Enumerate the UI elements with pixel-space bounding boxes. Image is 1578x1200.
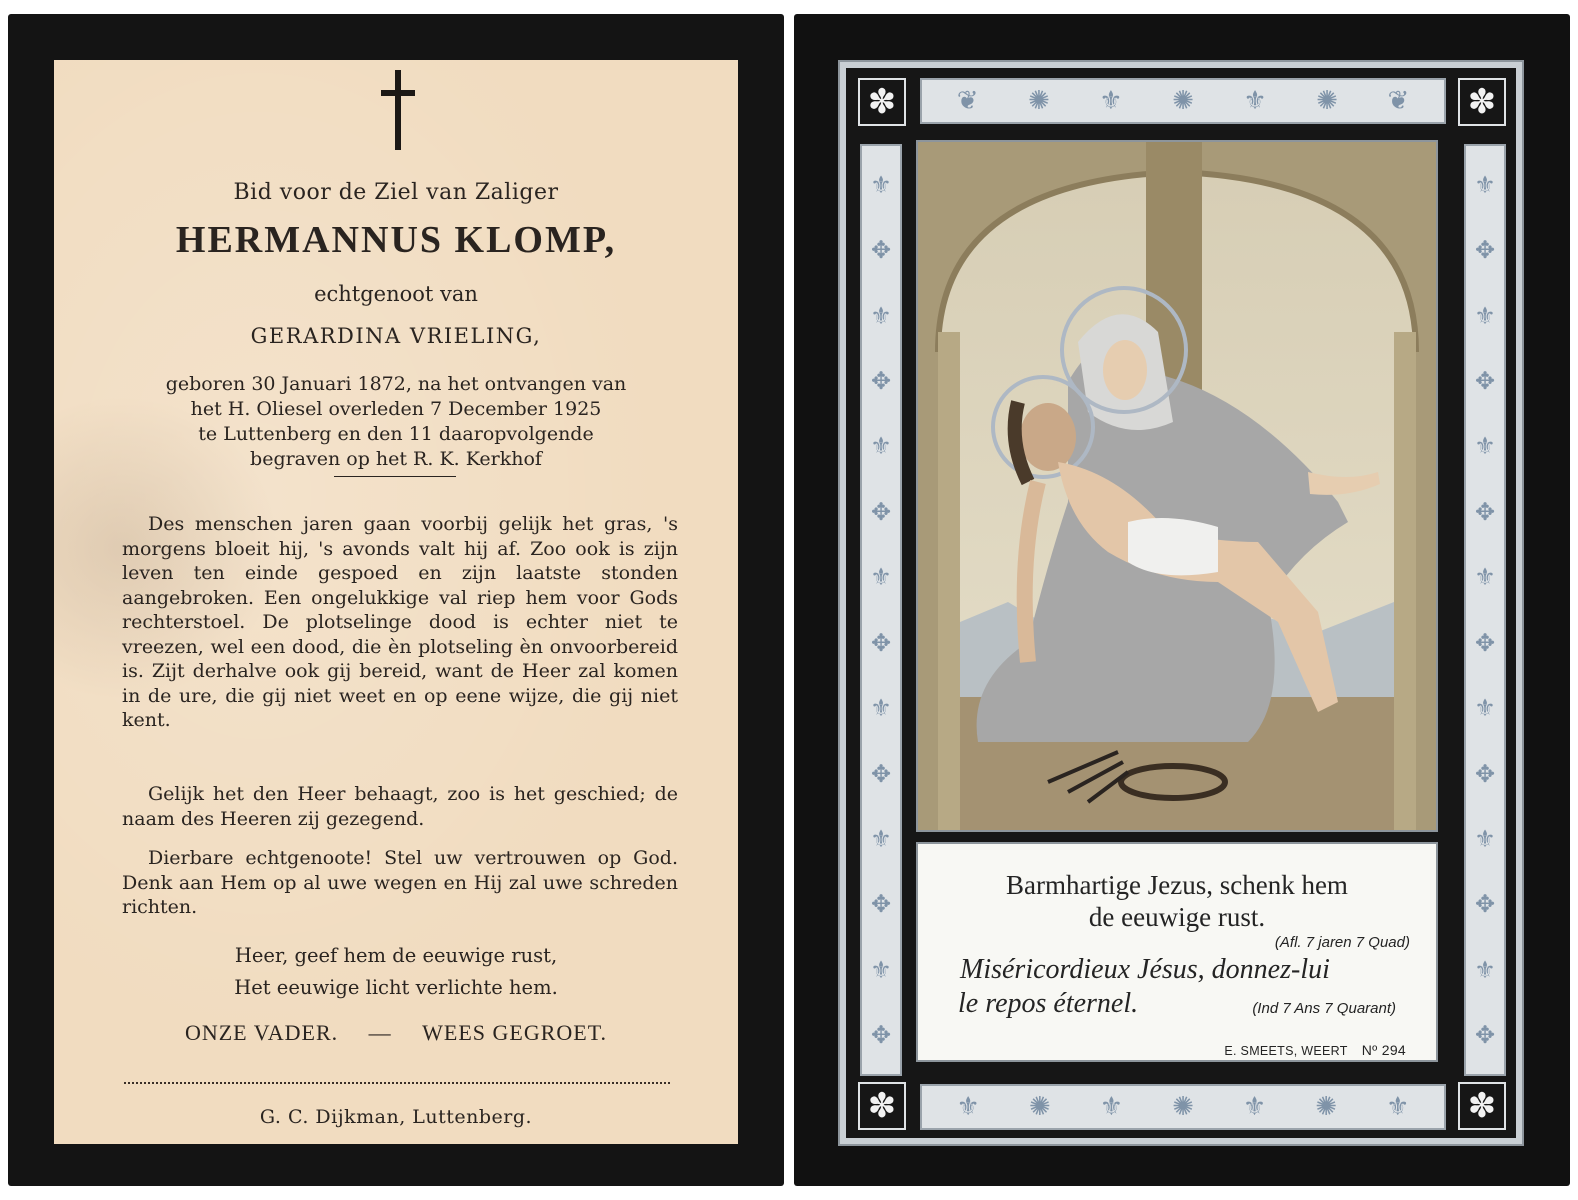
fleur-ornament-icon: ⚜: [870, 432, 892, 461]
scroll-ornament-icon: ❦: [1387, 86, 1410, 116]
dash-separator: —: [368, 1020, 392, 1045]
caption-box: [916, 842, 1438, 1062]
bio-line: het H. Oliesel overleden 7 December 1925: [190, 398, 602, 420]
bio-line: te Luttenberg en den 11 daaropvolgende: [198, 423, 594, 445]
prayer-line: Het eeuwige licht verlichte hem.: [234, 976, 558, 999]
star-ornament-icon: ✥: [1474, 366, 1496, 395]
fleur-ornament-icon: ⚜: [870, 694, 892, 723]
star-ornament-icon: ✥: [870, 759, 892, 788]
paragraph-3: Dierbare echtgenoote! Stel uw vertrouwen op God. Denk aan Hem op al uwe wegen en Hij zal uwe schreden richten.: [122, 847, 678, 918]
pieta-image: [916, 140, 1438, 832]
biography: [114, 372, 678, 472]
star-ornament-icon: ✥: [870, 1021, 892, 1050]
fleur-ornament-icon: ⚜: [1386, 1092, 1410, 1122]
rosette-ornament-icon: ✺: [1028, 86, 1050, 116]
fleur-ornament-icon: ⚜: [1474, 824, 1496, 853]
rosette-ornament-icon: ✺: [1172, 1092, 1194, 1122]
prayer: [54, 940, 738, 1004]
indulgence-dutch: (Afl. 7 jaren 7 Quad): [1274, 934, 1410, 951]
star-ornament-icon: ✥: [870, 497, 892, 526]
rosette-ornament-icon: ✺: [1028, 1092, 1051, 1122]
spouse-label: echtgenoot van: [314, 282, 478, 306]
caption-dutch-line-2: de eeuwige rust.: [1088, 902, 1266, 932]
corner-flower-icon: ✽: [858, 78, 906, 126]
rosette-ornament-icon: ✺: [1172, 86, 1194, 116]
fleur-ornament-icon: ⚜: [1243, 86, 1267, 116]
star-ornament-icon: ✥: [1474, 497, 1496, 526]
rosette-ornament-icon: ✺: [1316, 86, 1338, 116]
card-paper: [54, 60, 738, 1144]
bottom-border-band: [920, 1084, 1446, 1130]
bio-line: geboren 30 Januari 1872, na het ontvangen van: [165, 373, 627, 395]
corner-flower-icon: ✽: [1458, 78, 1506, 126]
memorial-card-image-side: [794, 14, 1570, 1186]
fleur-ornament-icon: ⚜: [1474, 170, 1496, 199]
corner-flower-icon: ✽: [1458, 1082, 1506, 1130]
fleur-ornament-icon: ⚜: [870, 955, 892, 984]
fleur-ornament-icon: ⚜: [1474, 432, 1496, 461]
caption-dutch-line-1: Barmhartige Jezus, schenk hem: [1006, 870, 1348, 900]
fleur-ornament-icon: ⚜: [870, 170, 892, 199]
printer-credit: G. C. Dijkman, Luttenberg.: [259, 1106, 533, 1128]
scroll-ornament-icon: ❦: [956, 86, 979, 116]
intro-text: Bid voor de Ziel van Zaliger: [233, 180, 559, 205]
star-ornament-icon: ✥: [870, 236, 892, 265]
caption-french-line-1: Miséricordieux Jésus, donnez-lui: [960, 954, 1330, 985]
indulgence-french: (Ind 7 Ans 7 Quarant): [1252, 1000, 1396, 1017]
fleur-ornament-icon: ⚜: [1474, 694, 1496, 723]
star-ornament-icon: ✥: [870, 628, 892, 657]
paragraph-2: Gelijk het den Heer behaagt, zoo is het geschied; de naam des Heeren zij gezegend.: [122, 783, 678, 830]
publisher-line: [1224, 1042, 1406, 1058]
star-ornament-icon: ✥: [1474, 628, 1496, 657]
star-ornament-icon: ✥: [870, 366, 892, 395]
caption-french-line-2: le repos éternel.: [958, 988, 1139, 1019]
bio-line: begraven op het R. K. Kerkhof: [250, 448, 542, 470]
right-border-band: [1464, 144, 1506, 1076]
closing-prayers: [54, 1020, 738, 1046]
fleur-ornament-icon: ⚜: [1242, 1092, 1267, 1122]
fleur-ornament-icon: ⚜: [870, 824, 892, 853]
star-ornament-icon: ✥: [1474, 890, 1496, 919]
publisher-name: E. SMEETS, WEERT: [1224, 1044, 1348, 1058]
prayer-line: Heer, geef hem de eeuwige rust,: [234, 944, 558, 967]
our-father: ONZE VADER.: [184, 1020, 339, 1045]
fleur-ornament-icon: ⚜: [1474, 563, 1496, 592]
memorial-card-text-side: [8, 14, 784, 1186]
spouse-name: GERARDINA VRIELING,: [250, 324, 542, 348]
corner-flower-icon: ✽: [858, 1082, 906, 1130]
fleur-ornament-icon: ⚜: [956, 1092, 980, 1122]
hail-mary: WEES GEGROET.: [422, 1020, 608, 1045]
fleur-ornament-icon: ⚜: [870, 563, 892, 592]
star-ornament-icon: ✥: [1474, 1021, 1496, 1050]
paragraph-1: Des menschen jaren gaan voorbij gelijk het gras, 's morgens bloeit hij, 's avonds valt hij af. Zoo ook is zijn leven ten einde gespoed en zijn laatste stonden aangebroken. Een ongelukkige val riep hem voor Gods rechterstoel. De plotselinge dood is echter niet te vreezen, wel een dood, die èn plotseling èn onvoorbereid is. Zijt derhalve ook gij bereid, want de Heer zal komen in de ure, die gij niet weet en op eene wijze, die gij niet kent.: [122, 513, 678, 731]
fleur-ornament-icon: ⚜: [1099, 86, 1123, 116]
dotted-divider: [124, 1082, 670, 1084]
pieta-illustration: [918, 142, 1436, 830]
star-ornament-icon: ✥: [870, 890, 892, 919]
print-number: Nº 294: [1361, 1042, 1406, 1058]
star-ornament-icon: ✥: [1474, 759, 1496, 788]
rosette-ornament-icon: ✺: [1315, 1092, 1338, 1122]
star-ornament-icon: ✥: [1474, 236, 1496, 265]
top-border-band: [920, 78, 1446, 124]
fleur-ornament-icon: ⚜: [870, 301, 892, 330]
fleur-ornament-icon: ⚜: [1474, 955, 1496, 984]
left-border-band: [860, 144, 902, 1076]
deceased-name: HERMANNUS KLOMP,: [175, 219, 617, 261]
fleur-ornament-icon: ⚜: [1099, 1092, 1124, 1122]
divider: [334, 476, 456, 477]
cross-icon: [381, 70, 415, 150]
fleur-ornament-icon: ⚜: [1474, 301, 1496, 330]
